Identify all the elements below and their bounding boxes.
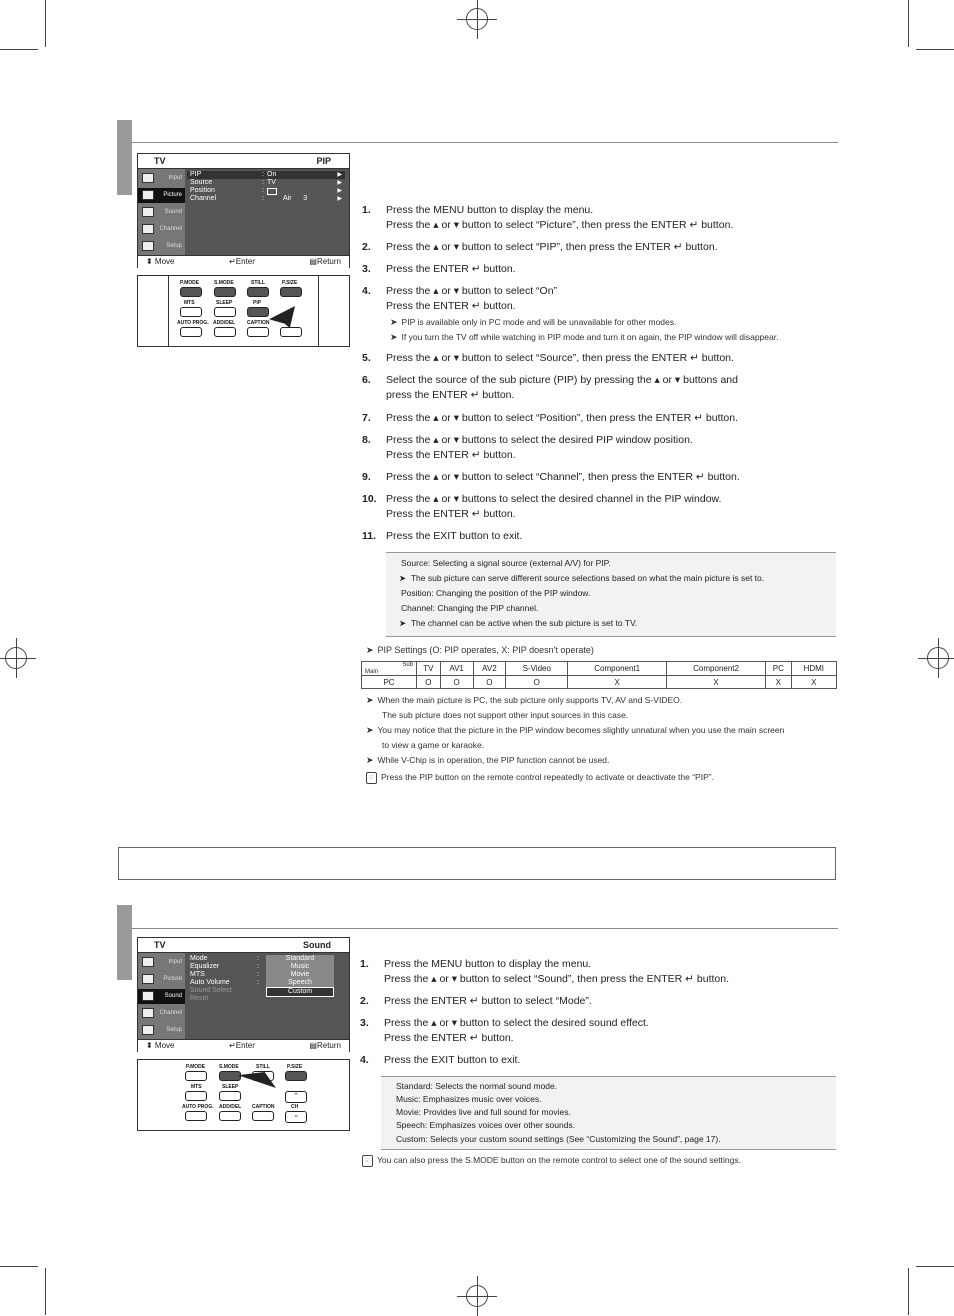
table-header: PC [766,662,792,676]
def-movie: Movie: Provides live and full sound for movies. [396,1107,571,1117]
remote-label: CAPTION [247,320,270,326]
remote-still-button [247,287,269,297]
pip-footnote: ➤ When the main picture is PC, the sub picture only supports TV, AV and S-VIDEO. [366,695,683,705]
remote-label: AUTO PROG. [177,320,209,326]
osd-side-picture: Picture [138,188,185,203]
crop-mark [916,1266,954,1267]
osd-footer [138,255,349,268]
osd-sidebar [138,169,185,255]
osd-side-setup: Setup [138,1023,185,1038]
remote-ch-down-button [285,1111,307,1123]
osd-body [138,169,349,255]
setup-icon [142,1025,154,1035]
speaker-icon [142,991,154,1001]
arrow-right-icon: ▶ [337,172,342,178]
table-corner-cell: Sub Main [362,662,417,676]
remote-label: AUTO PROG. [182,1104,214,1110]
osd-enter-hint: ↵Enter [229,1041,255,1050]
osd-menu [187,171,345,203]
pip-footnote: The sub picture does not support other input sources in this case. [382,710,629,720]
enter-icon: ↵ [229,1041,236,1050]
remote-pip-button [247,307,269,317]
note-arrow-icon: ➤ [366,755,374,765]
table-row-label: PC [362,676,417,689]
remote-sleep-button [219,1091,241,1101]
osd-row-position: Position : ▶ [190,187,342,194]
osd-tv-label: TV [154,940,166,950]
remote-smode-button [214,287,236,297]
osd-title: Sound [303,940,331,950]
sound-option: Speech [288,979,312,986]
osd-title: PIP [316,156,331,166]
table-header: AV2 [473,662,506,676]
pip-memo: ☞ Press the PIP button on the remote control repeatedly to activate or deactivate the “PIP”. [366,771,714,784]
antenna-icon [142,224,154,234]
chevron-up-icon: ⌃ [293,1093,299,1100]
table-header: Component1 [568,662,667,676]
note-arrow-icon: ➤ [399,618,411,628]
picture-icon [142,190,154,200]
remote-caption-button [247,327,269,337]
arrow-right-icon: ▶ [337,188,342,194]
sound-remote-illustration [137,1059,350,1131]
registration-mark [466,8,488,30]
remote-body [168,276,319,346]
osd-side-input: Input [138,955,185,970]
input-icon [142,173,154,183]
pip-footnote: to view a game or karaoke. [382,740,485,750]
osd-menu [187,955,262,1003]
def-custom: Custom: Selects your custom sound settings (See “Customizing the Sound”, page 17). [396,1134,721,1144]
sound-memo: ☞ You can also press the S.MODE button on the remote control to select one of the sound settings. [362,1154,741,1167]
osd-body [138,953,349,1039]
table-cell: X [568,676,667,689]
section-marker [117,120,132,195]
crop-mark [0,1266,38,1267]
osd-side-channel: Channel [138,1006,185,1021]
def-source-note: ➤ The sub picture can serve different source selections based on what the main picture is set to. [399,573,765,583]
osd-row-auto-volume: Auto Volume : [190,979,259,986]
crop-mark [0,49,38,50]
crop-mark [45,0,46,47]
remote-label: MTS [184,300,195,306]
table-header: Component2 [667,662,766,676]
return-icon: ▤ [309,257,317,266]
remote-label: S.MODE [214,280,234,286]
remote-label: CH [291,1104,299,1110]
table-cell: O [473,676,506,689]
osd-row-equalizer: Equalizer : [190,963,259,970]
note-arrow-icon: ➤ [366,695,374,705]
remote-body [138,1060,349,1130]
osd-sidebar [138,953,185,1039]
osd-side-setup: Setup [138,239,185,254]
remote-mts-button [185,1091,207,1101]
remote-psize-button [285,1071,307,1081]
osd-side-channel: Channel [138,222,185,237]
sound-mode-dropdown [266,955,334,997]
osd-title-bar [138,938,349,953]
empty-frame [118,847,836,880]
osd-row-channel: Channel : Air 3 ▶ [190,195,342,202]
table-cell: X [791,676,836,689]
note-arrow-icon: ➤ [366,725,374,735]
osd-side-picture: Picture [138,972,185,987]
registration-mark [927,647,949,669]
remote-sleep-button [214,307,236,317]
remote-label: STILL [256,1064,270,1070]
memo-hand-icon: ☞ [366,772,377,784]
position-icon [267,188,277,195]
chevron-down-icon: ⌄ [293,1112,299,1119]
remote-autoprog-button [180,327,202,337]
osd-row-mode: Mode : [190,955,259,962]
remote-label: ADD/DEL [213,320,236,326]
remote-smode-button [219,1071,241,1081]
def-standard: Standard: Selects the normal sound mode. [396,1081,558,1091]
table-cell: O [506,676,568,689]
table-header: TV [417,662,441,676]
remote-label: P.SIZE [282,280,298,286]
table-cell: O [417,676,441,689]
remote-label: ADD/DEL [219,1104,242,1110]
pip-settings-label: ➤ PIP Settings (O: PIP operates, X: PIP doesn't operate) [366,645,594,655]
pip-footnote: ➤ While V-Chip is in operation, the PIP function cannot be used. [366,755,610,765]
remote-label: S.MODE [219,1064,239,1070]
remote-adddel-button [214,327,236,337]
pip-note: ➤ If you turn the TV off while watching in PIP mode and turn it on again, the PIP window will disappear. [390,332,779,342]
remote-pmode-button [180,287,202,297]
crop-mark [908,0,909,47]
note-arrow-icon: ➤ [399,573,411,583]
registration-mark [466,1285,488,1307]
arrow-right-icon: ▶ [337,180,342,186]
remote-label: PIP [253,300,262,306]
pointing-hand-icon [269,306,295,328]
remote-label: MTS [191,1084,202,1090]
pip-note: ➤ PIP is available only in PC mode and will be unavailable for other modes. [390,317,677,327]
osd-row-source: Source : TV ▶ [190,179,342,186]
remote-ch-down-button [280,327,302,337]
section-divider [132,142,838,143]
osd-row-sound-select: Sound Select : [190,987,259,994]
table-header: AV1 [440,662,473,676]
def-music: Music: Emphasizes music over voices. [396,1094,542,1104]
sound-option: Music [290,963,310,970]
def-channel-note: ➤ The channel can be active when the sub picture is set to TV. [399,618,638,628]
pip-settings-table [361,661,837,689]
def-speech: Speech: Emphasizes voices over other sounds. [396,1120,576,1130]
remote-label: P.MODE [186,1064,206,1070]
osd-move-hint: ⬍ Move [146,257,175,266]
remote-label: STILL [251,280,265,286]
remote-adddel-button [219,1111,241,1121]
table-cell: X [766,676,792,689]
arrow-right-icon: ▶ [337,196,342,202]
pip-osd-screen [137,153,350,268]
def-channel: Channel: Changing the PIP channel. [401,603,539,613]
osd-side-sound: Sound [138,205,185,220]
input-icon [142,957,154,967]
remote-autoprog-button [185,1111,207,1121]
table-header: S-Video [506,662,568,676]
picture-icon [142,974,154,984]
remote-psize-button [280,287,302,297]
remote-label: P.MODE [180,280,200,286]
enter-icon: ↵ [229,257,236,266]
crop-mark [45,1268,46,1315]
sound-option: Movie [290,971,310,978]
osd-return-hint: ▤Return [309,1041,341,1050]
sound-option-selected: Custom [266,987,334,997]
osd-return-hint: ▤Return [309,257,341,266]
table-header: HDMI [791,662,836,676]
remote-pmode-button [185,1071,207,1081]
osd-title-bar [138,154,349,169]
table-row [362,676,837,689]
pip-remote-illustration [137,275,350,347]
note-arrow-icon: ➤ [366,645,374,655]
crop-mark [908,1268,909,1315]
osd-move-hint: ⬍ Move [146,1041,175,1050]
pip-footnote: ➤ You may notice that the picture in the PIP window becomes slightly unnatural when you use the main screen [366,725,785,735]
def-position: Position: Changing the position of the PIP window. [401,588,591,598]
remote-label: CAPTION [252,1104,275,1110]
osd-enter-hint: ↵Enter [229,257,255,266]
memo-hand-icon: ☞ [362,1155,373,1167]
table-cell: X [667,676,766,689]
remote-caption-button [252,1111,274,1121]
remote-label: SLEEP [222,1084,239,1090]
def-source: Source: Selecting a signal source (external A/V) for PIP. [401,558,611,568]
remote-ch-up-button [285,1091,307,1103]
osd-side-input: Input [138,171,185,186]
setup-icon [142,241,154,251]
remote-label: SLEEP [216,300,233,306]
speaker-icon [142,207,154,217]
osd-side-sound: Sound [138,989,185,1004]
section-divider [132,928,838,929]
antenna-icon [142,1008,154,1018]
crop-mark [916,49,954,50]
osd-footer [138,1039,349,1052]
table-cell: O [440,676,473,689]
osd-row-pip: PIP : On ▶ [187,171,345,179]
osd-row-reset: Reset [190,995,209,1002]
section-marker [117,905,132,980]
remote-mts-button [180,307,202,317]
osd-row-mts: MTS : [190,971,259,978]
sound-osd-screen [137,937,350,1052]
note-arrow-icon: ➤ [390,317,398,327]
return-icon: ▤ [309,1041,317,1050]
remote-label: P.SIZE [287,1064,303,1070]
sound-option: Standard [285,955,315,962]
registration-mark [5,647,27,669]
osd-tv-label: TV [154,156,166,166]
note-arrow-icon: ➤ [390,332,398,342]
